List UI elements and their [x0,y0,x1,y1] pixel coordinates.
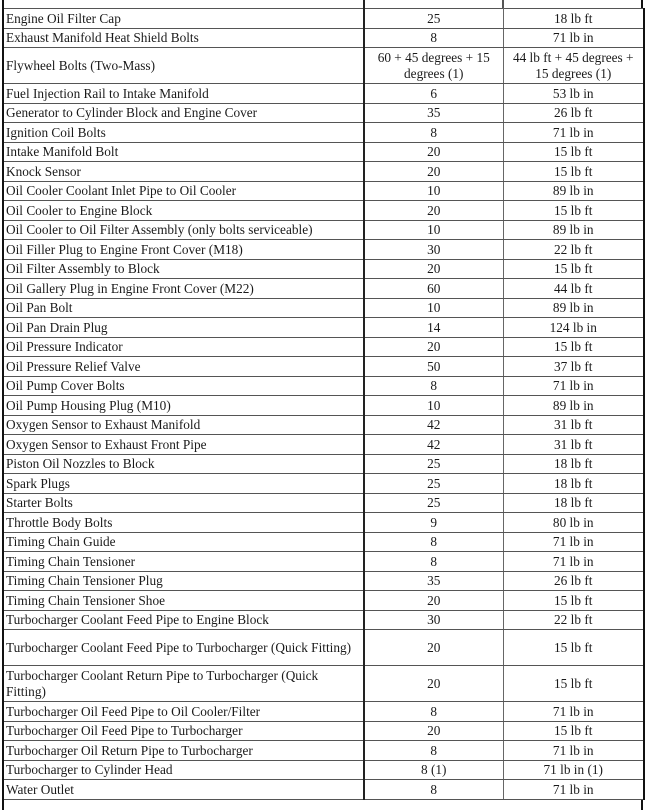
stub-col-2 [363,0,502,8]
table-row [3,741,644,761]
table-row [3,702,644,722]
torque-metric-cell: 8 [364,532,503,552]
table-row [3,337,644,357]
table-row [3,591,644,611]
torque-metric-cell: 14 [364,318,503,338]
torque-english-cell: 89 lb in [503,220,644,240]
component-name-cell: Turbocharger Coolant Return Pipe to Turbocharger (Quick Fitting) [3,666,364,702]
torque-english-cell: 124 lb in [503,318,644,338]
component-name-cell: Generator to Cylinder Block and Engine Cover [3,103,364,123]
torque-metric-cell: 20 [364,142,503,162]
component-name-cell: Turbocharger Coolant Feed Pipe to Engine Block [3,610,364,630]
table-row [3,142,644,162]
torque-english-cell: 71 lb in [503,741,644,761]
torque-metric-cell: 50 [364,357,503,377]
torque-metric-cell: 42 [364,435,503,455]
torque-metric-cell: 8 [364,741,503,761]
table-row [3,84,644,104]
component-name-cell: Turbocharger Oil Return Pipe to Turbocharger [3,741,364,761]
torque-english-cell: 18 lb ft [503,493,644,513]
torque-metric-cell: 25 [364,454,503,474]
component-name-cell: Oxygen Sensor to Exhaust Front Pipe [3,435,364,455]
torque-english-cell: 26 lb ft [503,103,644,123]
torque-metric-cell: 8 [364,702,503,722]
table-row [3,630,644,666]
torque-metric-cell: 30 [364,240,503,260]
torque-english-cell: 71 lb in [503,552,644,572]
torque-english-cell: 18 lb ft [503,9,644,29]
torque-english-cell: 71 lb in [503,702,644,722]
table-row [3,357,644,377]
torque-english-cell: 18 lb ft [503,474,644,494]
torque-english-cell: 15 lb ft [503,630,644,666]
table-row [3,760,644,780]
torque-english-cell: 37 lb ft [503,357,644,377]
table-row [3,28,644,48]
component-name-cell: Intake Manifold Bolt [3,142,364,162]
component-name-cell: Oil Pressure Indicator [3,337,364,357]
torque-english-cell: 31 lb ft [503,415,644,435]
torque-metric-cell: 20 [364,259,503,279]
torque-metric-cell: 35 [364,103,503,123]
component-name-cell: Engine Oil Filter Cap [3,9,364,29]
component-name-cell: Timing Chain Tensioner [3,552,364,572]
table-row [3,454,644,474]
torque-english-cell: 15 lb ft [503,666,644,702]
component-name-cell: Piston Oil Nozzles to Block [3,454,364,474]
torque-english-cell: 15 lb ft [503,162,644,182]
torque-metric-cell: 60 [364,279,503,299]
component-name-cell: Oxygen Sensor to Exhaust Manifold [3,415,364,435]
table-row [3,240,644,260]
stub-col-1 [2,0,363,8]
torque-english-cell: 15 lb ft [503,591,644,611]
stub-col-3 [502,0,643,8]
torque-english-cell: 71 lb in (1) [503,760,644,780]
table-row [3,123,644,143]
torque-metric-cell: 10 [364,298,503,318]
component-name-cell: Ignition Coil Bolts [3,123,364,143]
table-row [3,162,644,182]
torque-metric-cell: 8 [364,28,503,48]
torque-metric-cell: 42 [364,415,503,435]
table-row [3,474,644,494]
component-name-cell: Turbocharger Coolant Feed Pipe to Turbocharger (Quick Fitting) [3,630,364,666]
component-name-cell: Oil Cooler to Engine Block [3,201,364,221]
component-name-cell: Flywheel Bolts (Two-Mass) [3,48,364,84]
component-name-cell: Oil Cooler to Oil Filter Assembly (only bolts serviceable) [3,220,364,240]
torque-metric-cell: 20 [364,201,503,221]
torque-metric-cell: 30 [364,610,503,630]
table-row [3,9,644,29]
torque-english-cell: 71 lb in [503,780,644,800]
torque-english-cell: 71 lb in [503,532,644,552]
table-row [3,376,644,396]
torque-english-cell: 15 lb ft [503,337,644,357]
component-name-cell: Knock Sensor [3,162,364,182]
table-row [3,201,644,221]
torque-metric-cell: 10 [364,396,503,416]
torque-metric-cell: 20 [364,162,503,182]
component-name-cell: Water Outlet [3,780,364,800]
torque-spec-table [2,8,645,800]
table-row [3,532,644,552]
table-row [3,513,644,533]
torque-english-cell: 80 lb in [503,513,644,533]
table-row [3,415,644,435]
component-name-cell: Turbocharger to Cylinder Head [3,760,364,780]
table-row [3,318,644,338]
torque-metric-cell: 6 [364,84,503,104]
table-bottom-continuation [2,800,643,810]
torque-metric-cell: 8 (1) [364,760,503,780]
table-row [3,220,644,240]
torque-english-cell: 44 lb ft + 45 degrees + 15 degrees (1) [503,48,644,84]
component-name-cell: Timing Chain Tensioner Shoe [3,591,364,611]
torque-english-cell: 89 lb in [503,181,644,201]
component-name-cell: Throttle Body Bolts [3,513,364,533]
component-name-cell: Oil Pan Bolt [3,298,364,318]
torque-metric-cell: 25 [364,9,503,29]
table-row [3,666,644,702]
torque-metric-cell: 20 [364,337,503,357]
torque-metric-cell: 60 + 45 degrees + 15 degrees (1) [364,48,503,84]
component-name-cell: Oil Filler Plug to Engine Front Cover (M18) [3,240,364,260]
tail-col-2 [363,800,502,810]
component-name-cell: Oil Pump Housing Plug (M10) [3,396,364,416]
torque-english-cell: 15 lb ft [503,201,644,221]
torque-metric-cell: 8 [364,552,503,572]
component-name-cell: Starter Bolts [3,493,364,513]
torque-english-cell: 26 lb ft [503,571,644,591]
component-name-cell: Oil Cooler Coolant Inlet Pipe to Oil Cooler [3,181,364,201]
component-name-cell: Turbocharger Oil Feed Pipe to Turbocharger [3,721,364,741]
component-name-cell: Oil Pressure Relief Valve [3,357,364,377]
torque-english-cell: 53 lb in [503,84,644,104]
table-row [3,780,644,800]
component-name-cell: Oil Gallery Plug in Engine Front Cover (M22) [3,279,364,299]
table-row [3,610,644,630]
torque-english-cell: 22 lb ft [503,610,644,630]
tail-col-3 [502,800,643,810]
torque-metric-cell: 10 [364,181,503,201]
table-row [3,493,644,513]
torque-metric-cell: 20 [364,721,503,741]
table-row [3,396,644,416]
torque-metric-cell: 20 [364,666,503,702]
torque-metric-cell: 20 [364,630,503,666]
table-row [3,181,644,201]
component-name-cell: Oil Pan Drain Plug [3,318,364,338]
torque-english-cell: 71 lb in [503,376,644,396]
component-name-cell: Fuel Injection Rail to Intake Manifold [3,84,364,104]
torque-english-cell: 44 lb ft [503,279,644,299]
table-body [3,9,644,800]
torque-english-cell: 15 lb ft [503,721,644,741]
component-name-cell: Oil Pump Cover Bolts [3,376,364,396]
component-name-cell: Timing Chain Tensioner Plug [3,571,364,591]
torque-metric-cell: 10 [364,220,503,240]
table-top-continuation [2,0,643,8]
table-row [3,48,644,84]
torque-metric-cell: 9 [364,513,503,533]
table-row [3,279,644,299]
table-row [3,298,644,318]
torque-english-cell: 22 lb ft [503,240,644,260]
torque-english-cell: 15 lb ft [503,259,644,279]
torque-english-cell: 89 lb in [503,298,644,318]
table-row [3,435,644,455]
torque-english-cell: 89 lb in [503,396,644,416]
component-name-cell: Turbocharger Oil Feed Pipe to Oil Cooler/Filter [3,702,364,722]
tail-col-1 [2,800,363,810]
torque-metric-cell: 8 [364,780,503,800]
component-name-cell: Exhaust Manifold Heat Shield Bolts [3,28,364,48]
torque-metric-cell: 25 [364,493,503,513]
component-name-cell: Oil Filter Assembly to Block [3,259,364,279]
torque-english-cell: 71 lb in [503,28,644,48]
table-row [3,721,644,741]
table-row [3,103,644,123]
table-row [3,571,644,591]
torque-metric-cell: 25 [364,474,503,494]
torque-english-cell: 31 lb ft [503,435,644,455]
torque-metric-cell: 8 [364,376,503,396]
torque-english-cell: 18 lb ft [503,454,644,474]
torque-metric-cell: 20 [364,591,503,611]
torque-metric-cell: 8 [364,123,503,143]
component-name-cell: Timing Chain Guide [3,532,364,552]
torque-english-cell: 71 lb in [503,123,644,143]
component-name-cell: Spark Plugs [3,474,364,494]
torque-metric-cell: 35 [364,571,503,591]
table-row [3,259,644,279]
table-row [3,552,644,572]
torque-english-cell: 15 lb ft [503,142,644,162]
torque-spec-table-container [2,0,643,810]
